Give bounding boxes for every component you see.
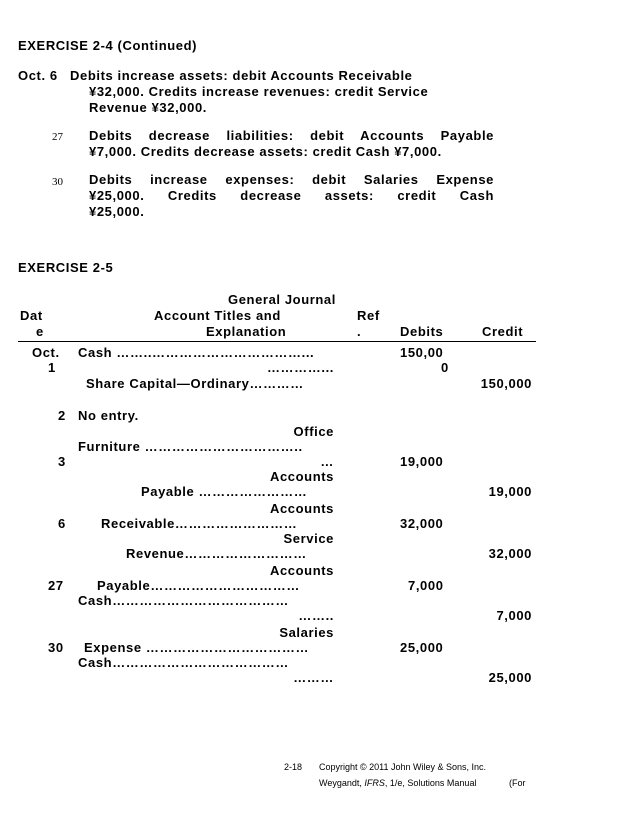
row-account-cash-2: Cash………………………………… [78,593,289,608]
page-number: 2-18 [284,762,303,772]
row-account-accounts-3: Accounts [269,563,334,578]
row-credit-payable: 19,000 [488,484,532,499]
row-account-payable-1: Payable …………………… [141,484,308,499]
entry-date-27: 27 [52,131,63,143]
footer-copyright: Copyright © 2011 John Wiley & Sons, Inc. [319,762,487,772]
row-account-office: Office [293,424,334,439]
row-date-30: 30 [48,640,64,655]
header-credit: Credit [482,324,524,339]
entry-30-line3: ¥25,000. [89,204,145,219]
row-date-27: 27 [48,578,64,593]
footer-ifrs-italic: IFRS [364,778,385,788]
row-account-payable-2: Payable…………………………… [97,578,300,593]
header-account-line1: Account Titles and [154,308,281,323]
footer-manual: Weygandt, IFRS, 1/e, Solutions Manual [319,778,477,788]
row-date-2: 2 [58,408,66,423]
exercise-2-4-title: EXERCISE 2-4 (Continued) [18,38,198,53]
row-account-revenue: Revenue……………………… [126,546,307,561]
row-account-expense: Expense ……………………………… [84,640,310,655]
header-ref-line1: Ref [357,308,380,323]
entry-27-line2: ¥7,000. Credits decrease assets: credit Cash ¥7,000. [89,144,442,159]
row-account-cash-3: Cash………………………………… [78,655,289,670]
header-debits: Debits [400,324,444,339]
row-account-accounts-1: Accounts [269,469,334,484]
row-date-3: 3 [58,454,66,469]
row-account-cash: Cash ……..……………………………... [78,345,315,360]
row-date-6: 6 [58,516,66,531]
row-credit-share-capital: 150,000 [480,376,532,391]
footer-for: (For [509,778,526,788]
entry-30-line1: Debits increase expenses: debit Salaries Expense [89,172,494,187]
row-debit-expense: 25,000 [400,640,444,655]
entry-oct6-line2: ¥32,000. Credits increase revenues: credit Service [89,84,429,99]
row-account-furniture-cont: … [320,454,334,469]
row-debit-payable: 7,000 [408,578,444,593]
header-ref-line2: . [357,324,362,339]
row-account-furniture: Furniture …………………………….. [78,439,303,454]
journal-title: General Journal [228,292,336,307]
row-account-service: Service [283,531,334,546]
header-date-line1: Dat [20,308,43,323]
entry-30-line2: ¥25,000. Credits decrease assets: credit Cash [89,188,494,203]
row-credit-revenue: 32,000 [488,546,532,561]
row-debit-furniture: 19,000 [400,454,444,469]
row-date-1: 1 [48,360,56,375]
row-debit-cash: 150,00 [400,345,444,360]
header-account-line2: Explanation [206,324,287,339]
header-date-line2: e [36,324,44,339]
row-credit-cash-3: 25,000 [488,670,532,685]
row-account-salaries: Salaries [279,625,334,640]
entry-27-line1: Debits decrease liabilities: debit Accounts Payable [89,128,494,143]
row-account-share-capital: Share Capital—Ordinary………… [86,376,304,391]
row-debit-cash-cont: 0 [441,360,449,375]
row-account-receivable: Receivable……………………… [101,516,298,531]
row-date-oct: Oct. [32,345,60,360]
exercise-2-5-title: EXERCISE 2-5 [18,260,114,275]
row-account-cash-cont: …………... [266,360,334,375]
entry-oct6-line1: Debits increase assets: debit Accounts Receivable [70,68,413,83]
row-account-no-entry: No entry. [78,408,139,423]
row-account-accounts-2: Accounts [269,501,334,516]
header-rule [18,341,536,342]
row-credit-cash-2: 7,000 [496,608,532,623]
row-account-cash-3-cont: ……… [293,670,334,685]
entry-date-30: 30 [52,176,63,188]
entry-date-oct6: Oct. 6 [18,68,58,83]
entry-oct6-line3: Revenue ¥32,000. [89,100,208,115]
row-debit-receivable: 32,000 [400,516,444,531]
row-account-cash-2-cont: …….. [298,608,334,623]
